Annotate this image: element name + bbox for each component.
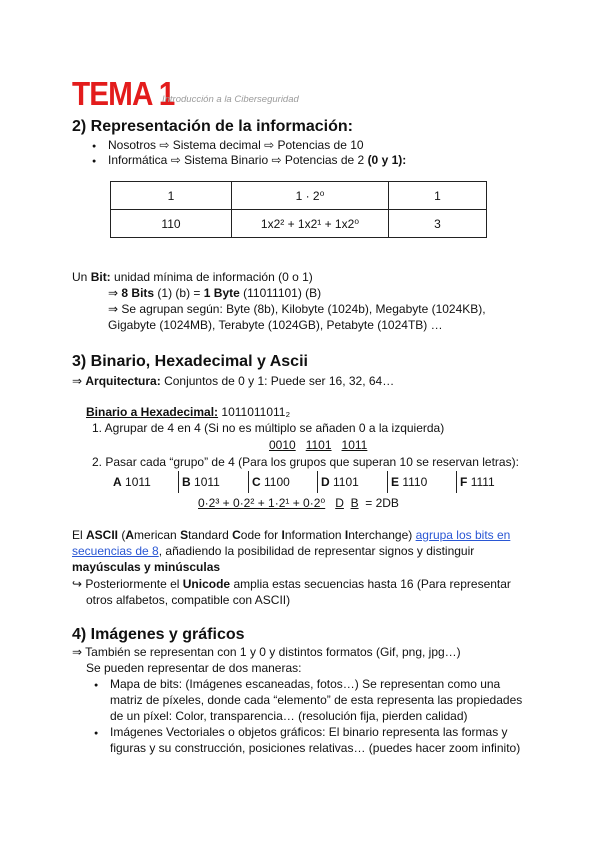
unicode-line1: ↪ Posteriormente el Unicode amplia estas secuencias hasta 16 (Para representar [72,577,511,591]
bit-group: 1101 [305,438,332,452]
bitmap-bullet: ● Mapa de bits: (Imágenes escaneadas, fotos…) Se representan como una [110,677,500,692]
bit-groups [269,438,367,453]
hex-entry-a: A 1011 [113,475,151,489]
byte-definition: ⇒ 8 Bits (1) (b) = 1 Byte (11011101) (B) [108,286,322,300]
section2-bullet2: ● Informática ⇨ Sistema Binario ⇨ Potencias de 2 (0 y 1): [108,153,406,168]
page-title: TEMA 1 [72,75,175,112]
section3-heading: 3) Binario, Hexadecimal y Ascii [72,353,308,370]
images-line1: ⇒ También se representan con 1 y 0 y distintos formatos (Gif, png, jpg…) [72,645,461,659]
step2: 2. Pasar cada “grupo” de 4 (Para los grupos que superan 10 se reservan letras): [92,455,519,469]
bitmap-line2: matriz de píxeles, donde cada “elemento” de esta representa las propiedades [110,693,523,707]
unit-grouping-line1: ⇒ Se agrupan según: Byte (8b), Kilobyte (1024b), Megabyte (1024KB), [108,302,486,316]
vector-bullet: ● Imágenes Vectoriales o objetos gráficos: El binario representa las formas y [110,725,508,740]
table-cell: 1 [389,182,487,210]
table-cell: 1 [111,182,232,210]
ascii-line2: secuencias de 8, añadiendo la posibilidad de representar signos y distinguir [72,544,475,558]
bit-group: 1011 [341,438,368,452]
divider [248,471,249,493]
divider [317,471,318,493]
unit-grouping-line2: Gigabyte (1024MB), Terabyte (1024GB), Petabyte (1024TB) … [108,318,443,332]
ascii-line1: El ASCII (American Standard Code for Information Interchange) agrupa los bits en [72,528,511,542]
bit-definition: Un Bit: unidad mínima de información (0 o 1) [72,270,313,284]
divider [456,471,457,493]
architecture-line: ⇒ Arquitectura: Conjuntos de 0 y 1: Puede ser 16, 32, 64… [72,374,395,388]
hex-entry-f: F 1111 [460,475,495,489]
step1: 1. Agrupar de 4 en 4 (Si no es múltiplo se añaden 0 a la izquierda) [92,421,445,435]
bit-group: 0010 [269,438,296,452]
section2-bullet1: ● Nosotros ⇨ Sistema decimal ⇨ Potencias de 10 [108,138,364,153]
hex-entry-e: E 1110 [391,475,428,489]
table-cell: 110 [111,210,232,238]
ascii-link[interactable]: agrupa los bits en [415,528,511,542]
section2-heading: 2) Representación de la información: [72,118,353,135]
table-row [111,210,487,238]
vector-line2: figuras y su construcción, posiciones relativas… (puedes hacer zoom infinito) [110,741,521,755]
section4-heading: 4) Imágenes y gráficos [72,626,245,643]
table-cell: 3 [389,210,487,238]
table-cell: 1x2² + 1x2¹ + 1x2⁰ [232,210,389,238]
divider [387,471,388,493]
table-row [111,182,487,210]
hex-entry-d: D 1101 [321,475,359,489]
unicode-line2: otros alfabetos, compatible con ASCII) [86,593,291,607]
ascii-line3: mayúsculas y minúsculas [72,560,221,574]
binary-decimal-table [110,181,487,238]
table-cell: 1 · 2⁰ [232,182,389,210]
images-line2: Se pueden representar de dos maneras: [86,661,302,675]
bitmap-line3: de un píxel: Color, transparencia… (resolución fija, pierden calidad) [110,709,468,723]
bin-hex-title: Binario a Hexadecimal: 1011011011₂ [86,405,291,419]
ascii-link-continued[interactable]: secuencias de 8 [72,544,159,558]
divider [178,471,179,493]
conversion-line: 0·2³ + 0·2² + 1·2¹ + 0·2⁰ D B = 2DB [198,496,399,510]
page-subtitle: Introducción a la Ciberseguridad [162,94,299,105]
hex-entry-b: B 1011 [182,475,220,489]
hex-entry-c: C 1100 [252,475,290,489]
